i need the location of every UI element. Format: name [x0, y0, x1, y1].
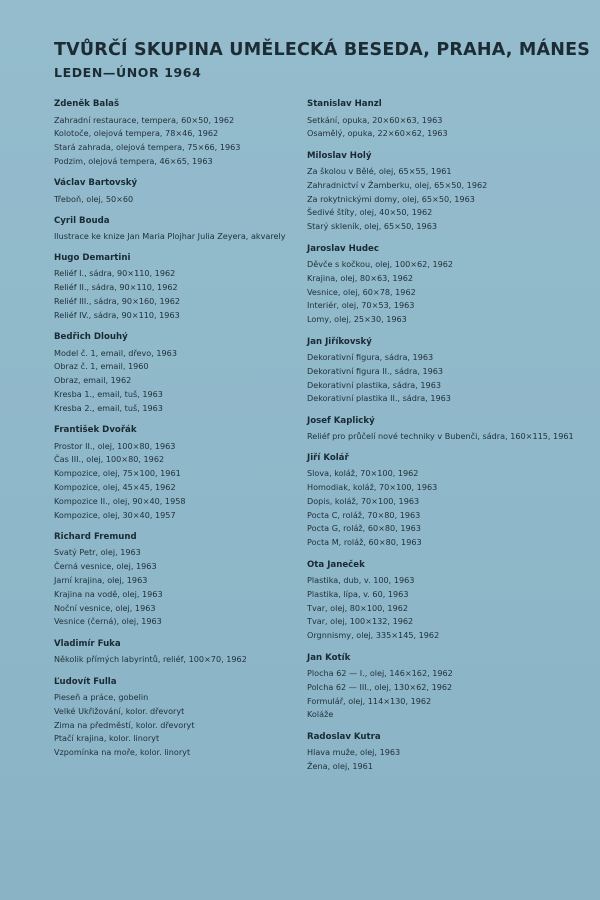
- artwork-item: Ptačí krajina, kolor. linoryt: [54, 733, 160, 744]
- header: [54, 40, 591, 80]
- artist-name: Ľudovít Fulla: [54, 676, 117, 687]
- artwork-item: Osamělý, opuka, 22×60×62, 1963: [307, 128, 448, 139]
- artwork-item: Starý skleník, olej, 65×50, 1963: [307, 221, 438, 232]
- artist-entry: [54, 676, 299, 760]
- artist-entry: [307, 652, 597, 723]
- artist-entry: [54, 98, 299, 169]
- page-subtitle: LEDEN—ÚNOR 1964: [54, 65, 202, 80]
- artwork-item: Šedivé štíty, olej, 40×50, 1962: [307, 207, 433, 218]
- artwork-item: Černá vesnice, olej, 1963: [54, 561, 157, 572]
- artwork-item: Slova, koláž, 70×100, 1962: [307, 468, 419, 479]
- artwork-item: Reliéf III., sádra, 90×160, 1962: [54, 296, 181, 307]
- artwork-item: Pocta M, roláž, 60×80, 1963: [307, 537, 422, 548]
- artist-entry: [54, 215, 299, 244]
- artist-entry: [307, 150, 597, 234]
- artwork-item: Krajina na vodě, olej, 1963: [54, 588, 163, 599]
- artist-name: František Dvořák: [54, 425, 137, 436]
- artwork-item: Prostor II., olej, 100×80, 1963: [54, 440, 176, 451]
- artwork-item: Lomy, olej, 25×30, 1963: [307, 314, 407, 325]
- artist-entry: [54, 638, 299, 667]
- artwork-item: Model č. 1, email, dřevo, 1963: [54, 347, 177, 358]
- artwork-item: Krajina, olej, 80×63, 1962: [307, 272, 414, 283]
- artist-name: Cyril Bouda: [54, 215, 110, 226]
- artist-name: Ota Janeček: [307, 559, 365, 570]
- artwork-item: Dekorativní figura, sádra, 1963: [307, 352, 434, 363]
- artwork-item: Plastika, dub, v. 100, 1963: [307, 575, 415, 586]
- artwork-item: Čas III., olej, 100×80, 1962: [54, 454, 165, 465]
- artwork-item: Homodiak, koláž, 70×100, 1963: [307, 482, 438, 493]
- artist-entry: [307, 243, 597, 327]
- left-column: [54, 98, 299, 769]
- artwork-item: Zahradní restaurace, tempera, 60×50, 1962: [54, 114, 235, 125]
- artist-entry: [54, 177, 299, 206]
- artwork-item: Hlava muže, olej, 1963: [307, 747, 401, 758]
- artist-name: Jiří Kolář: [307, 452, 349, 463]
- artwork-item: Svatý Petr, olej, 1963: [54, 547, 141, 558]
- page-title: TVŮRČÍ SKUPINA UMĚLECKÁ BESEDA, PRAHA, MÁNES: [54, 40, 591, 60]
- artwork-item: Tvar, olej, 100×132, 1962: [307, 616, 414, 627]
- artwork-item: Reliéf I., sádra, 90×110, 1962: [54, 268, 176, 279]
- artwork-item: Zahradnictví v Žamberku, olej, 65×50, 1962: [307, 179, 488, 190]
- artwork-item: Velké Ukřižování, kolor. dřevoryt: [54, 705, 185, 716]
- artist-name: Zdeněk Balaš: [54, 99, 120, 109]
- artwork-item: Pieseň a práce, gobelin: [54, 692, 149, 703]
- artwork-item: Kompozice, olej, 75×100, 1961: [54, 468, 181, 479]
- artwork-item: Kresba 1., email, tuš, 1963: [54, 389, 163, 400]
- artwork-item: Obraz č. 1, email, 1960: [54, 361, 149, 372]
- artwork-item: Podzim, olejová tempera, 46×65, 1963: [54, 155, 213, 166]
- artwork-item: Interiér, olej, 70×53, 1963: [307, 300, 415, 311]
- artwork-item: Dekorativní plastika, sádra, 1963: [307, 379, 441, 390]
- artist-name: Radoslav Kutra: [307, 731, 381, 742]
- artwork-item: Setkání, opuka, 20×60×63, 1963: [307, 114, 443, 125]
- artwork-item: Tvar, olej, 80×100, 1962: [307, 602, 409, 613]
- artwork-item: Děvče s kočkou, olej, 100×62, 1962: [307, 259, 454, 270]
- artwork-item: Orgnnismy, olej, 335×145, 1962: [307, 630, 440, 641]
- artwork-item: Reliéf IV., sádra, 90×110, 1963: [54, 309, 180, 320]
- artwork-item: Reliéf pro průčelí nové techniky v Bubenči, sádra, 160×115, 1961: [307, 431, 574, 442]
- artist-name: Jan Jiříkovský: [307, 336, 372, 347]
- artwork-item: Žena, olej, 1961: [307, 761, 373, 771]
- artwork-item: Reliéf II., sádra, 90×110, 1962: [54, 282, 178, 293]
- artist-entry: [307, 559, 597, 643]
- artist-entry: [307, 415, 597, 444]
- artist-name: Václav Bartovský: [54, 178, 138, 189]
- artist-name: Stanislav Hanzl: [307, 99, 382, 109]
- artist-entry: [54, 252, 299, 323]
- artist-name: Josef Kaplický: [307, 415, 375, 426]
- artist-entry: [307, 452, 597, 550]
- artwork-item: Pocta C, roláž, 70×80, 1963: [307, 509, 421, 520]
- artist-entry: [54, 331, 299, 415]
- artist-name: Miloslav Holý: [307, 150, 372, 161]
- artwork-item: Kompozice, olej, 45×45, 1962: [54, 482, 176, 493]
- artwork-item: Vesnice (černá), olej, 1963: [54, 616, 162, 627]
- right-column: [307, 98, 597, 782]
- artwork-item: Noční vesnice, olej, 1963: [54, 602, 156, 613]
- artwork-item: Obraz, email, 1962: [54, 375, 132, 386]
- artist-name: Hugo Demartini: [54, 252, 131, 263]
- artist-name: Jan Kotík: [307, 652, 351, 663]
- artist-name: Bedřich Dlouhý: [54, 332, 128, 343]
- artwork-item: Plastika, lípa, v. 60, 1963: [307, 588, 409, 599]
- artwork-item: Jarní krajina, olej, 1963: [54, 575, 148, 586]
- artwork-item: Vzpomínka na moře, kolor. linoryt: [54, 747, 191, 758]
- artwork-item: Plocha 62 — I., olej, 146×162, 1962: [307, 668, 453, 679]
- artist-name: Vladimír Fuka: [54, 638, 121, 649]
- artwork-item: Pocta G, roláž, 60×80, 1963: [307, 523, 421, 534]
- artwork-item: Třeboň, olej, 50×60: [54, 193, 134, 204]
- artwork-item: Koláže: [307, 709, 334, 720]
- artwork-item: Zima na předměstí, kolor. dřevoryt: [54, 719, 195, 730]
- artwork-item: Za školou v Bělé, olej, 65×55, 1961: [307, 166, 452, 177]
- artwork-item: Dekorativní plastika II., sádra, 1963: [307, 393, 451, 404]
- artwork-item: Kompozice, olej, 30×40, 1957: [54, 509, 176, 520]
- artist-entry: [54, 424, 299, 522]
- artwork-item: Dopis, koláž, 70×100, 1963: [307, 495, 420, 506]
- artwork-item: Dekorativní figura II., sádra, 1963: [307, 365, 444, 376]
- artist-entry: [307, 98, 597, 141]
- artwork-item: Polcha 62 — III., olej, 130×62, 1962: [307, 681, 453, 692]
- artist-entry: [54, 531, 299, 629]
- artwork-item: Ilustrace ke knize Jan Maria Plojhar Julia Zeyera, akvarely: [54, 231, 286, 242]
- artist-entry: [307, 731, 597, 774]
- artwork-item: Kompozice II., olej, 90×40, 1958: [54, 495, 186, 506]
- artwork-item: Formulář, olej, 114×130, 1962: [307, 695, 432, 706]
- artwork-item: Vesnice, olej, 60×78, 1962: [307, 286, 416, 297]
- artwork-item: Kresba 2., email, tuš, 1963: [54, 402, 163, 413]
- artwork-item: Stará zahrada, olejová tempera, 75×66, 1963: [54, 142, 241, 153]
- artwork-item: Za rokytnickými domy, olej, 65×50, 1963: [307, 193, 475, 204]
- artist-entry: [307, 336, 597, 407]
- artist-name: Jaroslav Hudec: [307, 243, 379, 254]
- artist-name: Richard Fremund: [54, 531, 137, 542]
- artwork-item: Několik přímých labyrintů, reliéf, 100×70, 1962: [54, 654, 247, 665]
- artwork-item: Kolotoče, olejová tempera, 78×46, 1962: [54, 128, 219, 139]
